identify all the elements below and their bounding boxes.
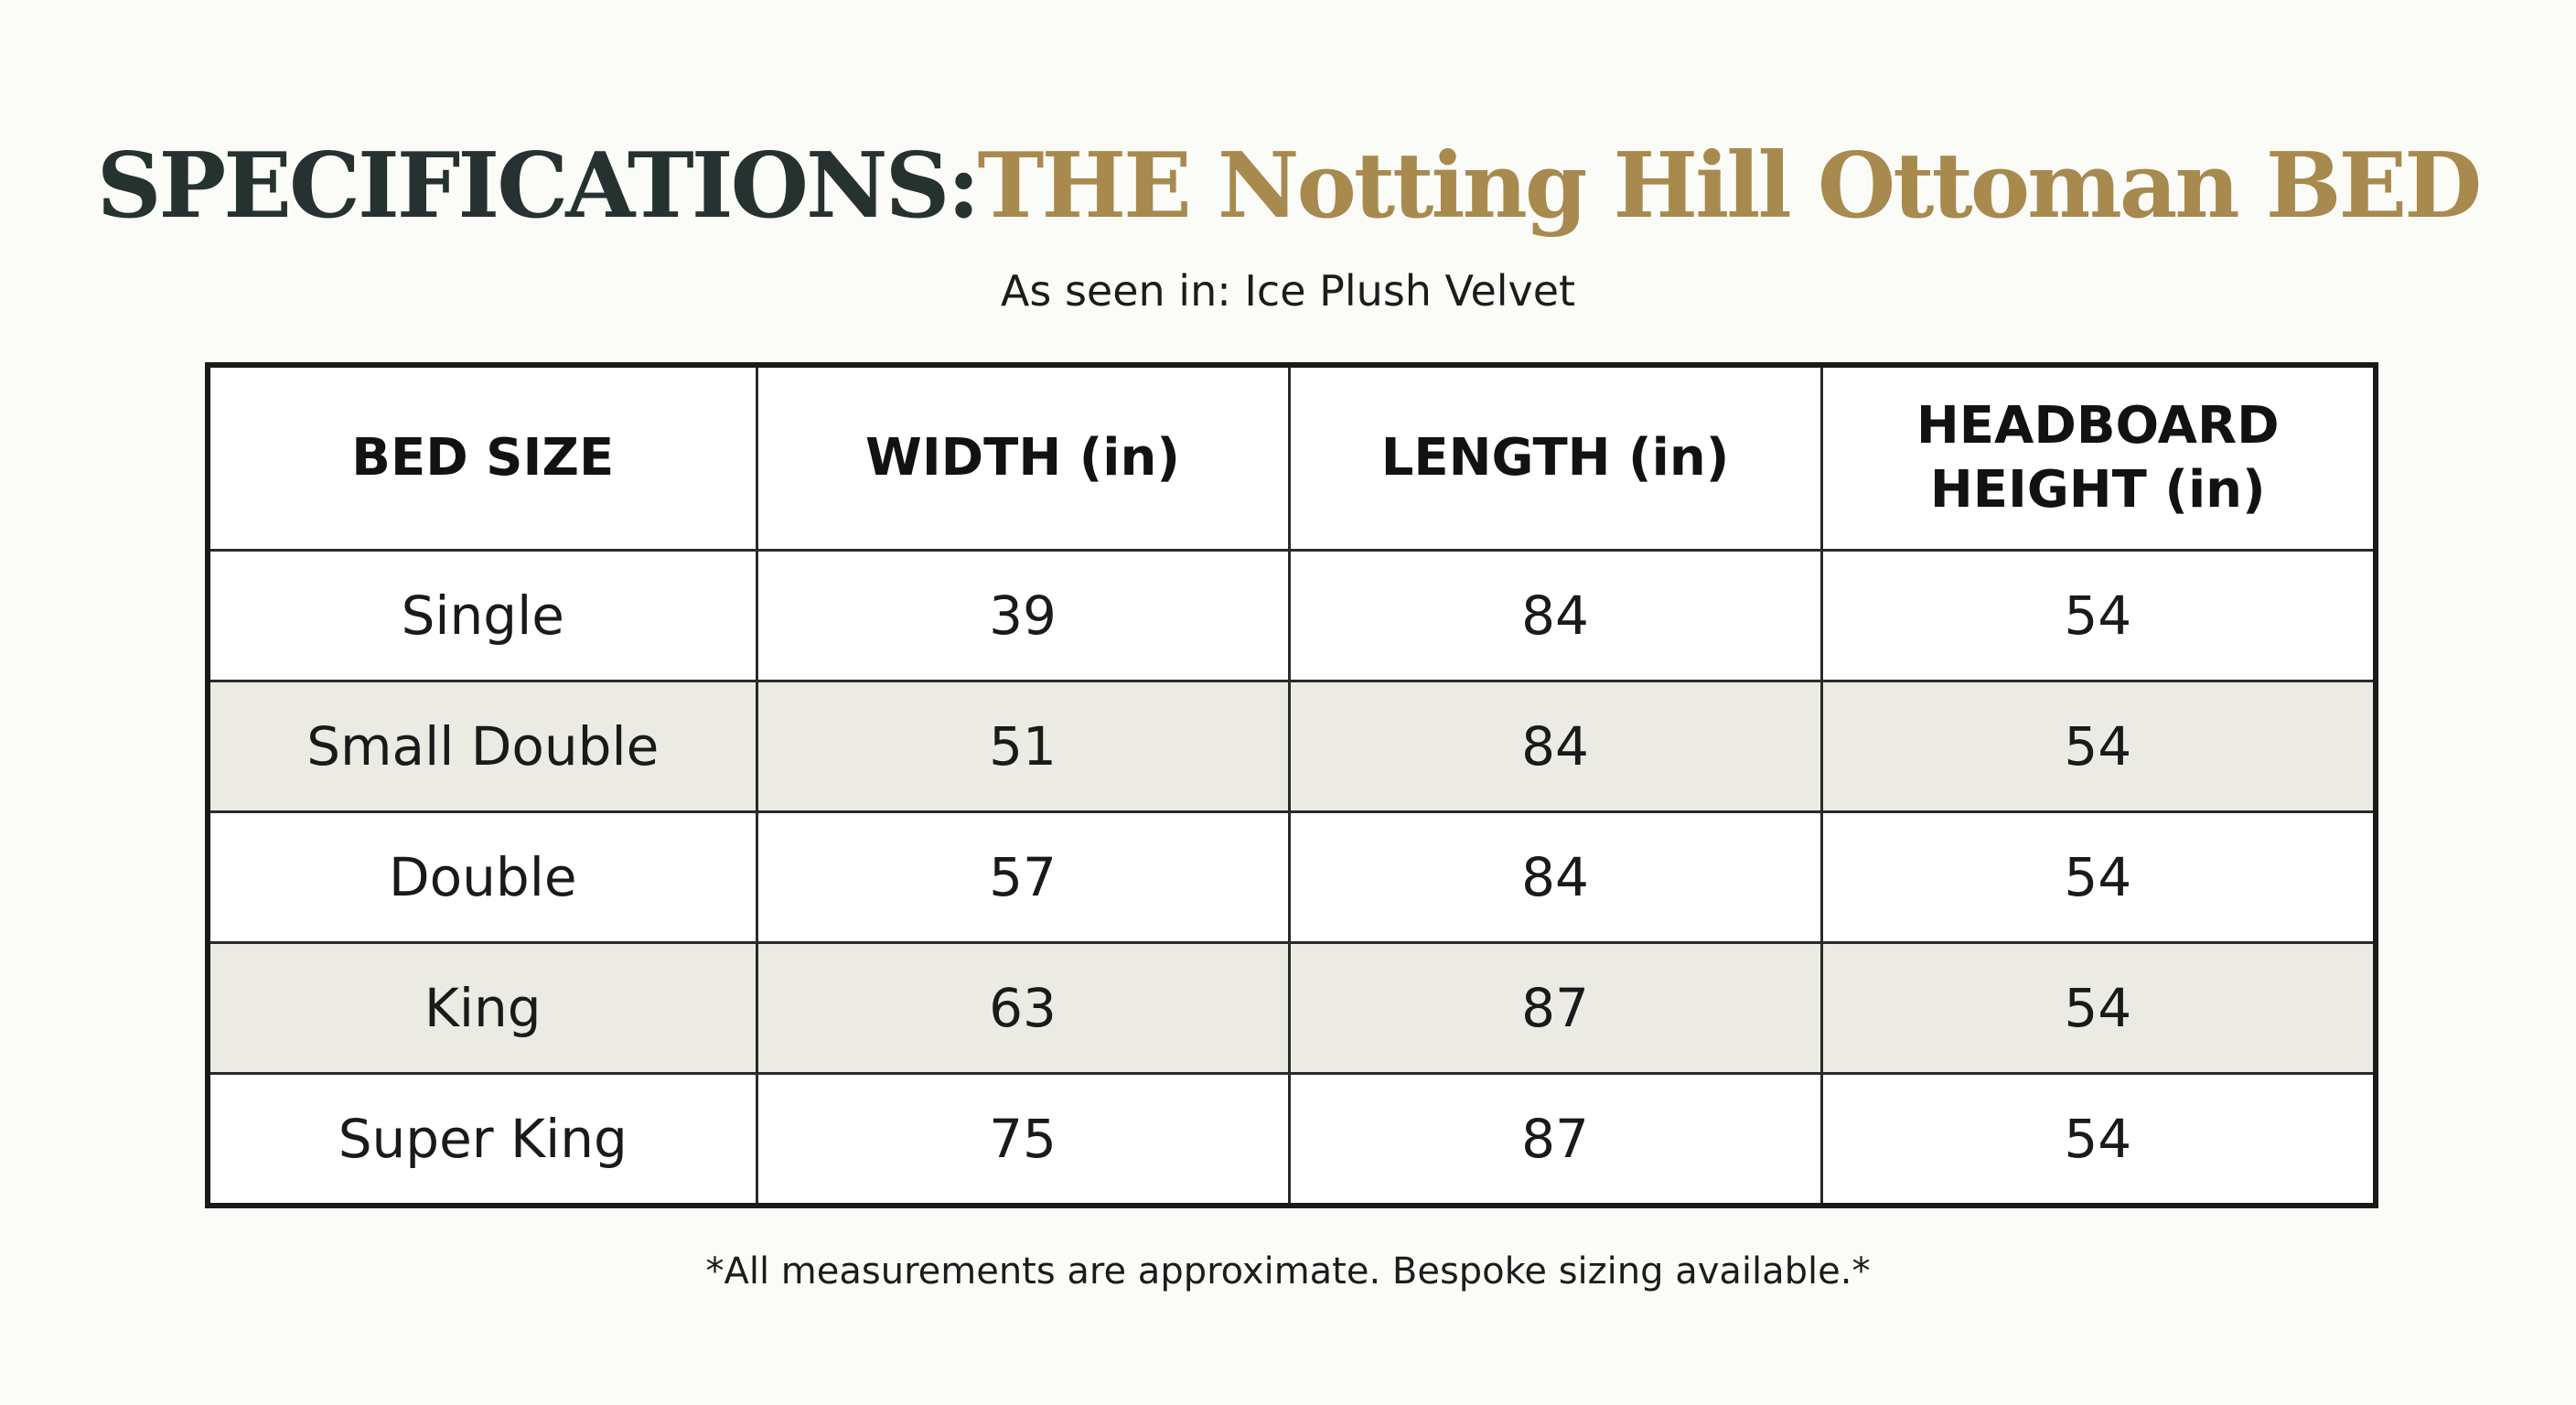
table-header-row [208,365,2376,551]
table-row [208,551,2376,681]
header-headboard-line2: HEIGHT (in) [1929,460,2266,520]
cell-length: 87 [1289,943,1821,1074]
cell-bed-size: King [208,943,757,1074]
cell-headboard-height: 54 [1821,943,2376,1074]
cell-headboard-height: 54 [1821,812,2376,943]
cell-width: 39 [757,551,1289,681]
cell-bed-size: Double [208,812,757,943]
cell-bed-size: Super King [208,1074,757,1207]
cell-bed-size: Small Double [208,681,757,812]
cell-width: 57 [757,812,1289,943]
cell-length: 84 [1289,812,1821,943]
cell-headboard-height: 54 [1821,1074,2376,1207]
table-row [208,943,2376,1074]
cell-width: 63 [757,943,1289,1074]
cell-length: 84 [1289,681,1821,812]
header-bed-size: BED SIZE [208,365,757,551]
cell-bed-size: Single [208,551,757,681]
header-headboard-line1: HEADBOARD [1916,396,2280,456]
footnote: *All measurements are approximate. Bespoke sizing available.* [705,1250,1871,1292]
fabric-subtitle: As seen in: Ice Plush Velvet [1000,266,1576,316]
page-title [0,123,2576,251]
cell-length: 84 [1289,551,1821,681]
cell-headboard-height: 54 [1821,551,2376,681]
cell-width: 75 [757,1074,1289,1207]
specifications-table [205,362,2378,1208]
table-row [208,681,2376,812]
header-length: LENGTH (in) [1289,365,1821,551]
cell-width: 51 [757,681,1289,812]
table-row [208,1074,2376,1207]
table-row [208,812,2376,943]
header-headboard-height [1821,365,2376,551]
product-name: THE Notting Hill Ottoman BED [977,134,2480,239]
title-lead: SPECIFICATIONS: [96,134,978,239]
cell-length: 87 [1289,1074,1821,1207]
cell-headboard-height: 54 [1821,681,2376,812]
header-width: WIDTH (in) [757,365,1289,551]
